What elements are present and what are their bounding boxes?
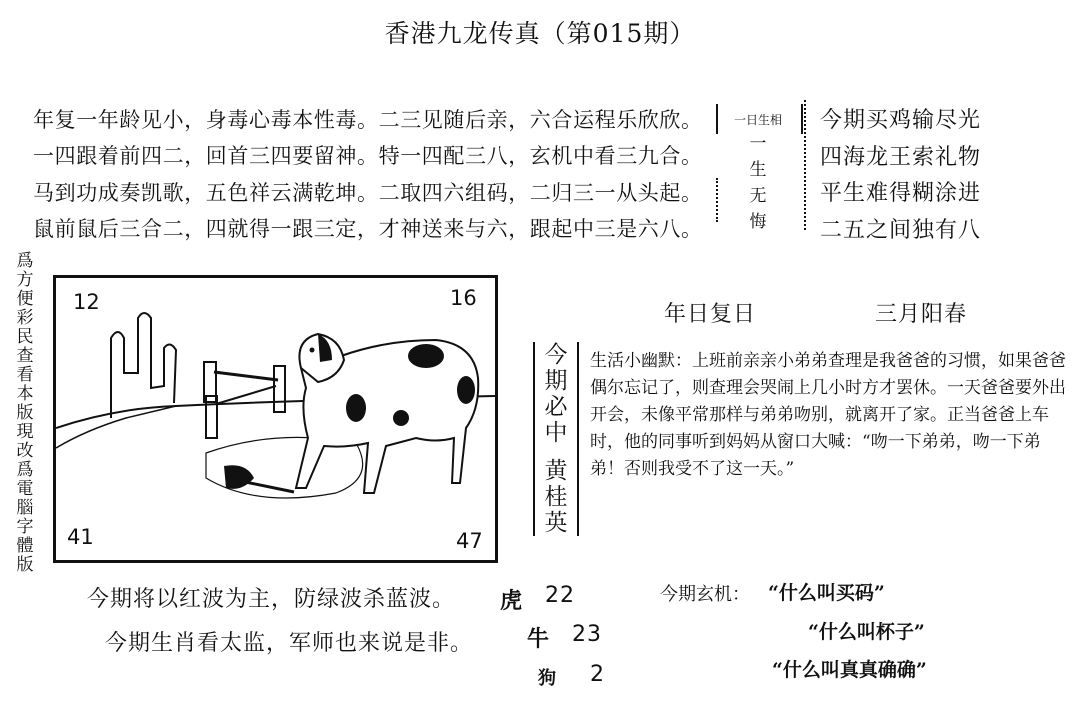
mystery-line-2: “什么叫杯子” [808,621,925,643]
vertical-char-1: 今 [544,342,568,368]
bottom-line-1: 今期将以红波为主，防绿波杀蓝波。 [87,587,456,612]
page-title: 香港九龙传真（第015期） [384,19,696,48]
right-line-3: 平生难得糊涂进 [820,181,982,206]
tag-char-4: 悔 [749,212,767,232]
tag-char-3: 无 [749,186,767,206]
mystery-label: 今期玄机： [660,584,750,605]
vertical-char-2: 期 [544,368,568,394]
corner-number-br: 47 [456,529,483,553]
pick-number-3: 2 [590,662,605,687]
humor-story: 生活小幽默：上班前亲亲小弟弟查理是我爸爸的习惯，如果爸爸偶尔忘记了，则查理会哭闹上几小时方才罢休。一天爸爸要外出开会，未像平常那样与弟弟吻别，就离开了家。正当爸爸上车时，他的同事听到妈妈从窗口大喊：“吻一下弟弟，吻一下弟弟！否则我受不了这一天。” [590,351,1066,479]
dog-illustration [56,278,495,560]
vertical-label [533,342,579,536]
corner-number-tr: 16 [450,286,477,310]
bottom-line-2: 今期生肖看太监，军师也来说是非。 [105,631,474,656]
corner-number-tl: 12 [73,290,100,314]
tag-bracket-right [795,104,803,134]
heading-left: 年日复日 [664,302,757,327]
side-note: 爲方便彩民查看本版現改爲電腦字體版 [16,251,34,575]
vertical-char-6: 桂 [544,484,568,510]
pick-number-2: 23 [572,622,602,647]
mystery-line-3: “什么叫真真确确” [772,659,927,681]
poem-line-3: 马到功成奏凯歌，五色祥云满乾坤。二取四六组码，二归三一从头起。 [33,181,703,205]
illustration-box [53,275,498,563]
pick-animal-3: 狗 [538,668,557,689]
poem-line-2: 一四跟着前四二，回首三四要留神。特一四配三八，玄机中看三九合。 [33,144,703,168]
tag-char-1: 一 [749,134,767,154]
heading-right: 三月阳春 [875,302,968,327]
pick-animal-2: 牛 [527,626,551,652]
tag-divider-right [804,100,806,230]
vertical-char-7: 英 [544,510,568,536]
tag-char-2: 生 [749,160,767,180]
corner-number-bl: 41 [67,525,94,549]
right-line-1: 今期买鸡输尽光 [820,108,982,133]
vertical-char-4: 中 [544,420,568,446]
tag-bracket-left [716,104,724,134]
mystery-line-1: “什么叫买码” [768,582,885,604]
poem-line-1: 年复一年龄见小，身毒心毒本性毒。二三见随后亲，六合运程乐欣欣。 [33,108,703,132]
tag-top: 一日生相 [733,113,782,127]
poem-line-4: 鼠前鼠后三合二，四就得一跟三定，才神送来与六，跟起中三是六八。 [33,217,703,241]
vertical-char-3: 必 [544,394,568,420]
vertical-char-5: 黄 [544,458,568,484]
pick-animal-1: 虎 [500,588,524,614]
right-line-2: 四海龙王索礼物 [820,145,982,170]
right-line-4: 二五之间独有八 [820,218,982,243]
tag-divider-left [716,178,718,222]
pick-number-1: 22 [545,583,575,608]
